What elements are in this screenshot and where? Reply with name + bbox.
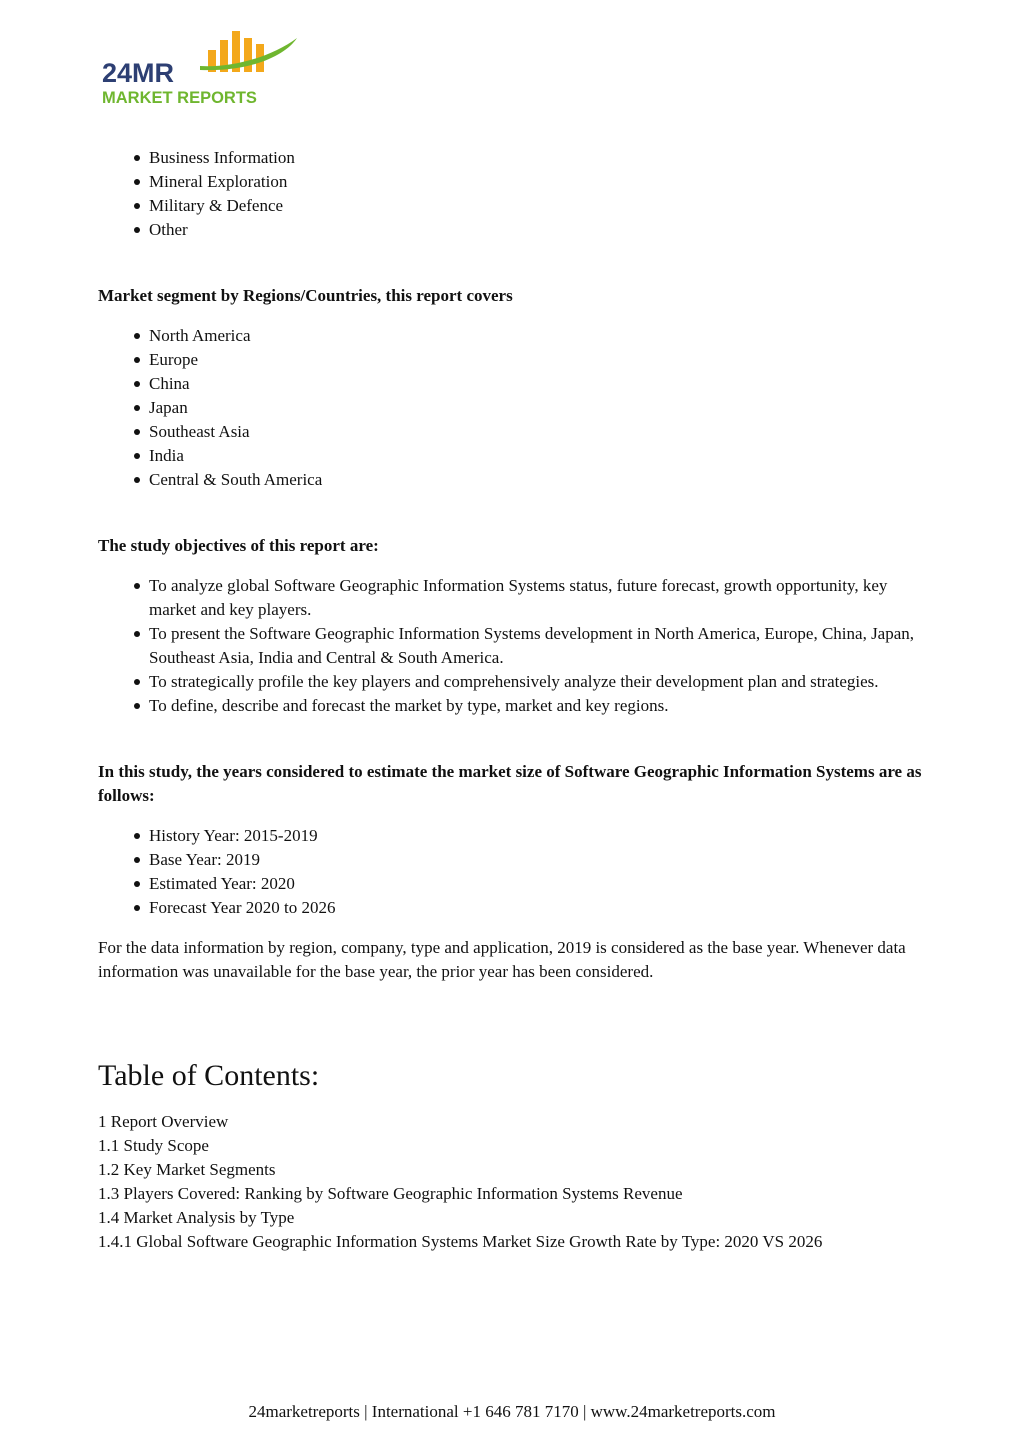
- list-item: History Year: 2015-2019: [149, 824, 928, 848]
- list-item: To strategically profile the key players and comprehensively analyze their development plan and strategies.: [149, 670, 928, 694]
- table-of-contents: [98, 1110, 928, 1254]
- list-item: Estimated Year: 2020: [149, 872, 928, 896]
- toc-item: 1.3 Players Covered: Ranking by Software Geographic Information Systems Revenue: [98, 1184, 683, 1203]
- list-item: Base Year: 2019: [149, 848, 928, 872]
- list-item: Business Information: [149, 146, 928, 170]
- regions-heading: Market segment by Regions/Countries, this report covers: [98, 286, 513, 305]
- list-item: Europe: [149, 348, 928, 372]
- toc-item: 1.1 Study Scope: [98, 1136, 209, 1155]
- list-item: Other: [149, 218, 928, 242]
- list-item: India: [149, 444, 928, 468]
- toc-item: 1.2 Key Market Segments: [98, 1160, 276, 1179]
- years-list: [98, 824, 928, 920]
- list-item: Military & Defence: [149, 194, 928, 218]
- list-item: Southeast Asia: [149, 420, 928, 444]
- list-item: Forecast Year 2020 to 2026: [149, 896, 928, 920]
- objectives-list: [98, 574, 928, 718]
- list-item: Central & South America: [149, 468, 928, 492]
- list-item: To analyze global Software Geographic Information Systems status, future forecast, growth opportunity, key market and key players.: [149, 574, 928, 622]
- list-item: To present the Software Geographic Information Systems development in North America, Europe, China, Japan, Southeast Asia, India and Central & South America.: [149, 622, 928, 670]
- logo-text-24mr: 24MR: [102, 58, 175, 88]
- toc-item: 1 Report Overview: [98, 1112, 229, 1131]
- logo-graphic: [100, 28, 310, 108]
- toc-item: 1.4 Market Analysis by Type: [98, 1208, 295, 1227]
- base-year-note: For the data information by region, company, type and application, 2019 is considered as the base year. Whenever data information was unavailable for the base year, the prior year has been considered.: [98, 938, 906, 981]
- toc-item: 1.4.1 Global Software Geographic Information Systems Market Size Growth Rate by Type: 2020 VS 2026: [98, 1232, 823, 1251]
- years-heading: In this study, the years considered to estimate the market size of Software Geographic Information Systems are as follows:: [98, 762, 922, 805]
- list-item: North America: [149, 324, 928, 348]
- page-footer: 24marketreports | International +1 646 781 7170 | www.24marketreports.com: [248, 1402, 776, 1421]
- list-item: Mineral Exploration: [149, 170, 928, 194]
- objectives-heading: The study objectives of this report are:: [98, 536, 379, 555]
- list-item: To define, describe and forecast the market by type, market and key regions.: [149, 694, 928, 718]
- applications-list: [98, 146, 928, 242]
- logo-text-market-reports: MARKET REPORTS: [102, 89, 257, 107]
- company-logo: [100, 28, 310, 108]
- list-item: Japan: [149, 396, 928, 420]
- toc-title: Table of Contents:: [98, 1059, 320, 1092]
- regions-list: [98, 324, 928, 492]
- document-body: [98, 146, 928, 1254]
- list-item: China: [149, 372, 928, 396]
- logo-bar-4: [244, 38, 252, 72]
